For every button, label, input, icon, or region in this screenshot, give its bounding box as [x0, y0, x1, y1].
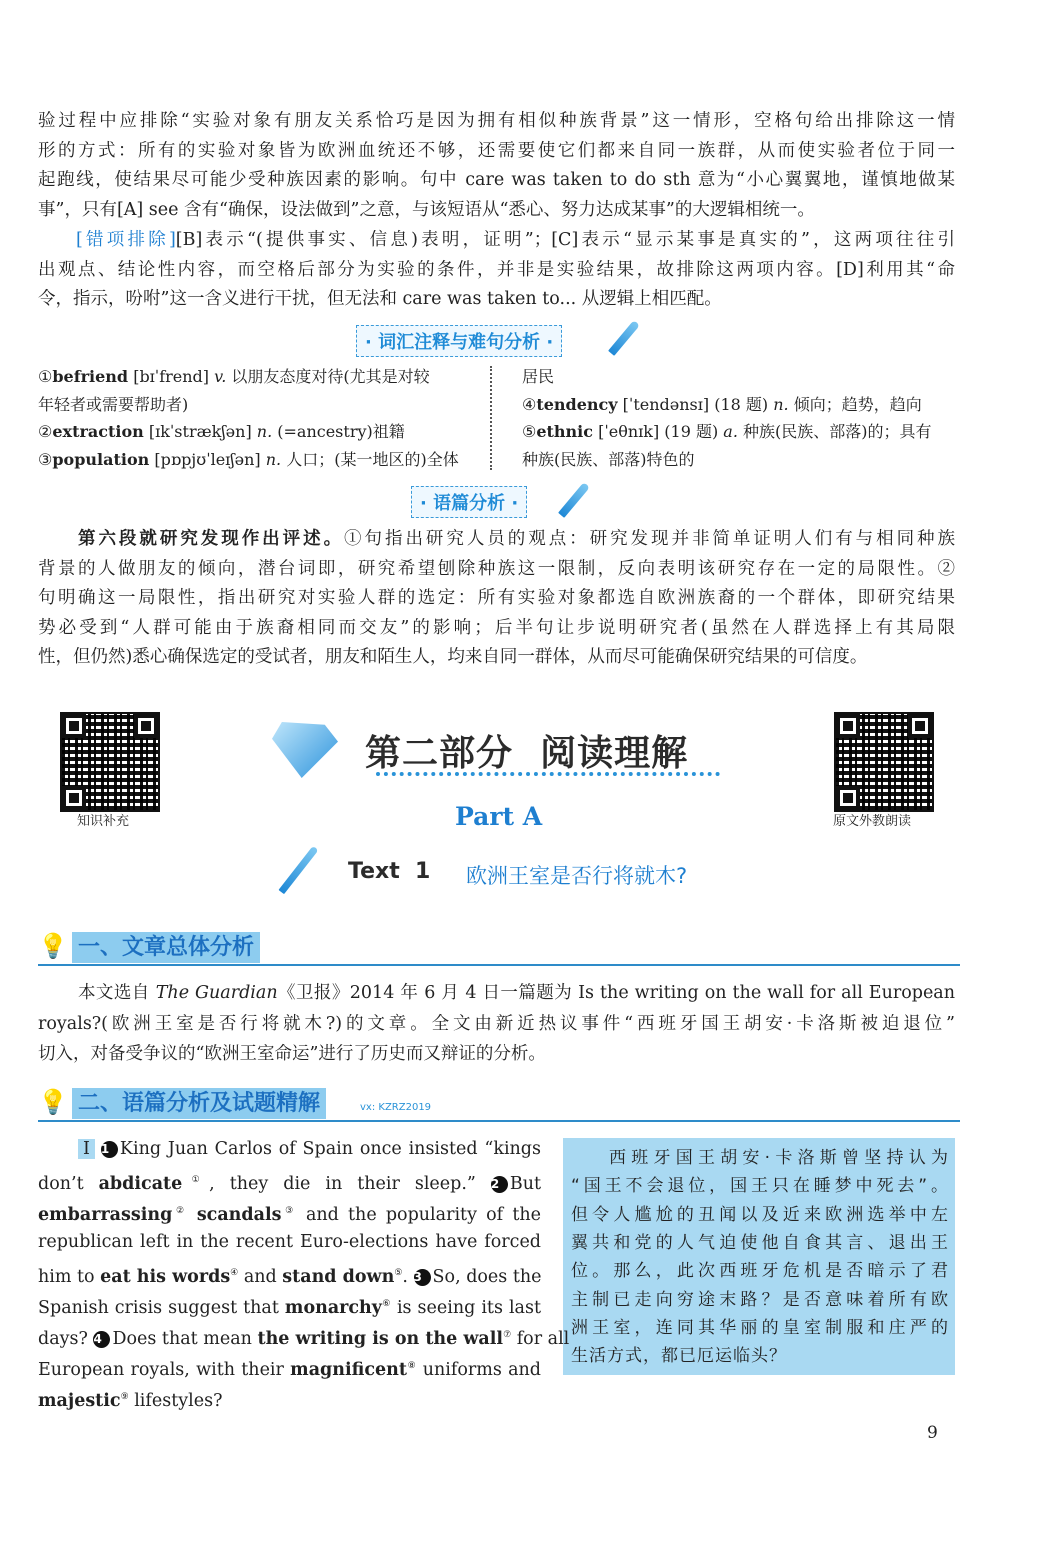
- bold-term: population: [52, 450, 150, 470]
- text-line: [38, 1043, 955, 1065]
- passage-line: [38, 1262, 541, 1288]
- bold-term: stand down: [282, 1266, 395, 1287]
- text-segment: [ˈtendənsɪ] (18 题): [617, 394, 774, 414]
- italic-text: a.: [723, 422, 738, 442]
- text-line: [38, 558, 955, 580]
- text-segment: 倾向；趋势，趋向: [788, 394, 922, 414]
- text-line: 事”，只有[A] see 含有“确保，设法做到”之意，与该短语从“悉心、努力达成某事”的大逻辑相统一。: [38, 199, 815, 220]
- text-line: [76, 229, 955, 251]
- text-line: [38, 587, 955, 609]
- text-segment: for all: [511, 1328, 570, 1349]
- text-segment: But: [509, 1173, 541, 1194]
- vocab-entry: [522, 449, 695, 471]
- qr-code-reading[interactable]: [834, 712, 934, 812]
- text-line: [38, 288, 955, 310]
- qr-right-label: 原文外教朗读: [833, 814, 912, 829]
- footnote-marker: ⑦: [503, 1330, 512, 1340]
- bold-term: ethnic: [536, 422, 593, 442]
- text-segment: King Juan Carlos of Spain once insisted “kings: [119, 1139, 541, 1159]
- bold-term: majestic: [38, 1390, 121, 1411]
- footnote-marker: ③: [281, 1206, 297, 1216]
- text-segment: Does that mean: [112, 1328, 258, 1349]
- text-line: [78, 982, 955, 1004]
- text-segment: 年轻者或需要帮助者): [38, 394, 189, 414]
- text-line: [38, 617, 955, 639]
- text-segment: ②: [38, 422, 53, 442]
- bold-term: eat his words: [100, 1266, 231, 1287]
- text-line: 验过程中应排除“实验对象有朋友关系恰巧是因为拥有相似种族背景”这一情形，空格句给出排除这一情: [38, 111, 955, 131]
- text-line: [38, 1013, 955, 1035]
- text-segment: 种族(民族、部落)的；具有: [737, 422, 932, 442]
- italic-text: The Guardian: [155, 983, 278, 1003]
- bold-term: the writing is on the wall: [257, 1328, 504, 1349]
- text-segment: republican left in the recent Euro-elections have forced: [38, 1232, 541, 1252]
- paragraph-marker: I: [78, 1139, 95, 1159]
- text-segment: 居民: [522, 367, 555, 386]
- italic-text: n.: [773, 394, 789, 414]
- sentence-number-badge: 1: [101, 1141, 118, 1158]
- text-segment: (=ancestry)祖籍: [272, 422, 405, 442]
- text-segment: 切入，对备受争议的“欧洲王室命运”进行了历史而又辩证的分析。: [38, 1044, 546, 1064]
- bold-term: tendency: [536, 394, 618, 414]
- text-segment: [ˈeθnɪk] (19 题): [593, 422, 724, 442]
- page-number: 9: [927, 1423, 938, 1443]
- pen-icon: [558, 482, 590, 518]
- translation-line: “国王不会退位，国王只在睡梦中死去”。: [571, 1176, 949, 1197]
- text-segment: So, does the: [432, 1266, 542, 1287]
- text-segment: ⑤: [522, 422, 537, 442]
- translation-line: 但令人尴尬的丑闻以及近来欧洲选举中左: [571, 1204, 949, 1225]
- text-segment: 出观点、结论性内容，而空格后部分为实验的条件，并非是实验结果，故排除这两项内容。[D]利用其“命: [38, 259, 955, 280]
- column-divider: [490, 366, 502, 470]
- bold-term: scandals: [196, 1204, 282, 1225]
- section-divider: [38, 964, 960, 966]
- discourse-header: · 语篇分析 ·: [411, 486, 527, 518]
- text-segment: 本文选自: [78, 983, 156, 1003]
- text-line: 起跑线，使结果尽可能少受种族因素的影响。句中 care was taken to do sth 意为“小心翼翼地，谨慎地做某: [38, 170, 955, 190]
- text-segment: Spanish crisis suggest that: [38, 1297, 285, 1318]
- text-segment: 背景的人做朋友的倾向，潜台词即，研究希望刨除种族这一限制，反向表明该研究存在一定的局限性。②: [38, 558, 955, 579]
- text-segment: 势必受到“人群可能由于族裔相同而交友”的影响；后半句让步说明研究者(虽然在人群选择上有其局限: [38, 617, 955, 638]
- translation-line: 西班牙国王胡安·卡洛斯曾坚持认为: [609, 1148, 949, 1168]
- text-segment: and the popularity of the: [296, 1204, 541, 1225]
- text-segment: 以朋友态度对待(尤其是对较: [226, 367, 430, 386]
- text-segment: 人口；(某一地区的)全体: [281, 450, 459, 470]
- translation-line: 翼共和党的人气迫使他自食其言、退出王: [571, 1232, 949, 1253]
- text-segment: 令，指示，吩咐”这一含义进行干扰，但无法和 care was taken to... 从逻辑上相匹配。: [38, 289, 722, 309]
- section2-title: 二、语篇分析及试题精解: [72, 1088, 326, 1119]
- passage-line: [38, 1386, 541, 1412]
- section1-title: 一、文章总体分析: [72, 932, 260, 963]
- vocab-entry: [38, 421, 405, 443]
- text-line: [78, 528, 955, 550]
- passage-line: [38, 1231, 541, 1253]
- footnote-marker: ②: [172, 1206, 188, 1216]
- discourse-lead: 第六段就研究发现作出评述。: [78, 529, 345, 549]
- bold-term: embarrassing: [38, 1204, 173, 1225]
- text-segment: 句明确这一局限性，指出研究对实验人群的选定：所有实验对象都选自欧洲族裔的一个群体，即研究结果: [38, 588, 955, 608]
- text-segment: [pɒpjʊˈleɪʃən]: [149, 450, 266, 470]
- text-segment: and: [238, 1266, 283, 1287]
- footnote-marker: ⑥: [381, 1299, 391, 1309]
- text-segment: lifestyles?: [128, 1390, 223, 1411]
- translation-box: [563, 1138, 955, 1375]
- part-title: 第二部分 阅读理解: [365, 733, 689, 774]
- text-segment: days?: [38, 1328, 94, 1349]
- italic-text: n.: [256, 422, 273, 442]
- vocab-entry: [522, 394, 922, 416]
- text-segment: [188, 1205, 197, 1225]
- qr-code-knowledge[interactable]: [60, 712, 160, 812]
- text-segment: [B]表示“(提供事实、信息)表明，证明”；[C]表示“显示某事是真实的”，这两项往往引: [175, 230, 955, 250]
- text-segment: don’t: [38, 1173, 99, 1194]
- text-segment: uniforms and: [416, 1359, 542, 1380]
- text-line: [38, 259, 955, 281]
- translation-line: 位。那么，此次西班牙危机是否暗示了君: [571, 1261, 949, 1282]
- bold-term: abdicate: [98, 1173, 183, 1194]
- footnote-marker: ⑤: [394, 1268, 403, 1278]
- pen-icon: [608, 320, 640, 356]
- vocab-entry: [38, 366, 430, 388]
- text-segment: , they die in their sleep.”: [209, 1173, 491, 1194]
- text-label: Text 1: [348, 859, 431, 884]
- text-segment: is seeing its last: [390, 1297, 541, 1318]
- italic-text: v.: [214, 367, 227, 386]
- part-subtitle: Part A: [455, 802, 543, 831]
- passage-line: [38, 1293, 541, 1319]
- footnote-marker: ⑨: [120, 1392, 129, 1402]
- lightbulb-icon: 💡: [38, 932, 68, 960]
- text-segment: royals?(欧洲王室是否行将就木?)的文章。全文由新近热议事件“西班牙国王胡安·卡洛斯被迫退位”: [38, 1013, 955, 1034]
- text-segment: ①句指出研究人员的观点：研究发现并非简单证明人们有与相同种族: [344, 529, 956, 549]
- text-segment: ①: [38, 367, 53, 386]
- wrong-options-label: [错项排除]: [76, 230, 176, 250]
- vocab-entry: [38, 449, 459, 471]
- diamond-icon: [272, 722, 338, 778]
- passage-line: [38, 1169, 541, 1195]
- text-segment: [ɪkˈstrækʃən]: [143, 422, 257, 442]
- sentence-number-badge: 4: [93, 1331, 110, 1348]
- text-line: [38, 646, 955, 668]
- text-segment: 种族(民族、部落)特色的: [522, 450, 695, 470]
- translation-line: 洲王室，连同其华丽的皇室制服和庄严的: [571, 1317, 949, 1338]
- text-segment: ④: [522, 394, 537, 414]
- title-underline: [376, 772, 720, 776]
- text-segment: 《卫报》2014 年 6 月 4 日一篇题为 Is the writing on the wall for all European: [277, 983, 956, 1003]
- vocab-header: · 词汇注释与难句分析 ·: [356, 325, 562, 357]
- passage-line: [38, 1200, 541, 1226]
- passage-line: [38, 1355, 541, 1381]
- bold-term: befriend: [52, 367, 129, 386]
- text-title: 欧洲王室是否行将就木?: [466, 864, 688, 888]
- text-segment: [bɪˈfrend]: [128, 367, 215, 386]
- footnote-marker: ⑧: [406, 1361, 417, 1371]
- vocab-entry: [522, 421, 932, 443]
- footnote-marker: ④: [230, 1268, 239, 1278]
- section-divider: [38, 1120, 960, 1122]
- bold-term: monarchy: [284, 1297, 382, 1318]
- text-segment: ③: [38, 450, 53, 470]
- footnote-marker: ①: [182, 1175, 210, 1185]
- sentence-number-badge: 2: [491, 1176, 508, 1193]
- vocab-entry: [38, 394, 188, 416]
- bold-term: extraction: [52, 422, 144, 442]
- text-segment: him to: [38, 1266, 101, 1287]
- passage-line: [38, 1324, 570, 1350]
- translation-line: 生活方式，都已厄运临头？: [571, 1346, 787, 1367]
- watermark: vx: KZRZ2019: [360, 1102, 432, 1113]
- text-segment: .: [402, 1266, 414, 1287]
- text-segment: 性，但仍然)悉心确保选定的受试者，朋友和陌生人，均来自同一群体，从而尽可能确保研究结果的可信度。: [38, 647, 868, 667]
- bold-term: magnificent: [290, 1359, 407, 1380]
- quill-icon: [279, 846, 319, 894]
- lightbulb-icon: 💡: [38, 1088, 68, 1116]
- italic-text: n.: [265, 450, 282, 470]
- translation-line: 主制已走向穷途末路？是否意味着所有欧: [571, 1289, 949, 1310]
- qr-left-label: 知识补充: [77, 814, 130, 829]
- text-line: 形的方式：所有的实验对象皆为欧洲血统还不够，还需要使它们都来自同一族群，从而使实验者位于同一: [38, 140, 955, 161]
- text-segment: European royals, with their: [38, 1359, 291, 1380]
- passage-line: [78, 1138, 541, 1160]
- vocab-entry: [522, 366, 554, 388]
- sentence-number-badge: 3: [414, 1269, 431, 1286]
